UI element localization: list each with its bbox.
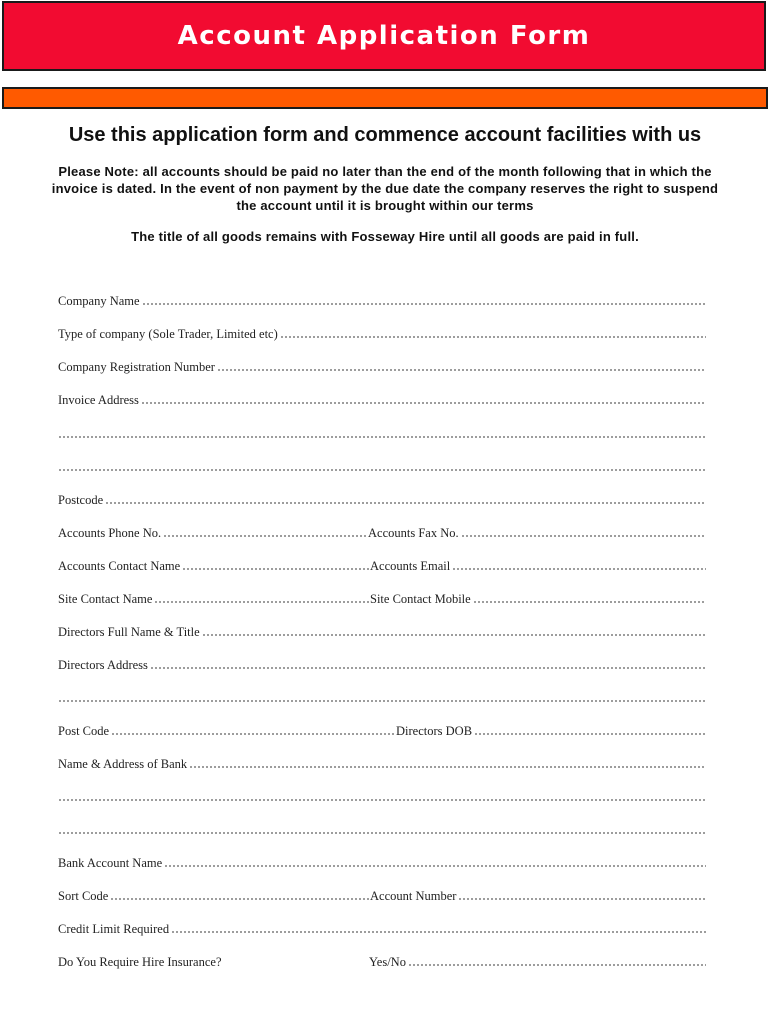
hire-insurance-question: [58, 955, 369, 970]
bank-account-name-label: Bank Account Name: [58, 856, 163, 870]
directors-dob-field[interactable]: [396, 724, 706, 739]
hire-insurance-row: [58, 952, 706, 970]
site-mobile-line[interactable]: [473, 600, 706, 604]
bank-account-name-line[interactable]: [164, 864, 706, 868]
accounts-phone-label: Accounts Phone No.: [58, 526, 162, 540]
invoice-address-line[interactable]: [141, 401, 706, 405]
company-reg-line[interactable]: [217, 368, 706, 372]
sort-code-field[interactable]: [58, 889, 370, 904]
accounts-contact-label: Accounts Contact Name: [58, 559, 181, 573]
accounts-email-line[interactable]: [452, 567, 706, 571]
accounts-email-field[interactable]: [370, 559, 706, 574]
accounts-contact-field[interactable]: [58, 559, 370, 574]
form-title: Account Application Form: [177, 21, 591, 51]
account-number-line[interactable]: [458, 897, 706, 901]
blank-line[interactable]: [58, 798, 706, 802]
account-number-field[interactable]: [370, 889, 706, 904]
bank-name-address-field[interactable]: [58, 754, 706, 772]
title-banner: [2, 1, 766, 71]
account-number-label: Account Number: [370, 889, 457, 903]
accounts-fax-label: Accounts Fax No.: [368, 526, 459, 540]
invoice-address-label: Invoice Address: [58, 393, 139, 407]
sort-code-account-row: [58, 886, 706, 904]
company-type-line[interactable]: [280, 335, 706, 339]
site-mobile-field[interactable]: [370, 592, 706, 607]
company-reg-label: Company Registration Number: [58, 360, 215, 374]
hire-insurance-label: Do You Require Hire Insurance?: [58, 955, 222, 969]
directors-name-label: Directors Full Name & Title: [58, 625, 200, 639]
credit-limit-line[interactable]: [171, 930, 706, 934]
postcode-label: Postcode: [58, 493, 104, 507]
blank-line[interactable]: [58, 468, 706, 472]
directors-name-field[interactable]: [58, 622, 706, 640]
blank-line[interactable]: [58, 699, 706, 703]
directors-address-field[interactable]: [58, 655, 706, 673]
company-name-label: Company Name: [58, 294, 140, 308]
company-name-field[interactable]: [58, 291, 706, 309]
directors-address-label: Directors Address: [58, 658, 148, 672]
directors-address-line-2[interactable]: [58, 688, 706, 706]
invoice-address-field[interactable]: [58, 390, 706, 408]
site-contact-line[interactable]: [154, 600, 370, 604]
sort-code-line[interactable]: [110, 897, 370, 901]
sort-code-label: Sort Code: [58, 889, 109, 903]
title-of-goods-note: The title of all goods remains with Fosseway Hire until all goods are paid in full.: [131, 229, 639, 244]
bank-name-address-line[interactable]: [189, 765, 706, 769]
company-type-label: Type of company (Sole Trader, Limited etc): [58, 327, 278, 341]
post-code-field[interactable]: [58, 724, 396, 739]
accounts-phone-field[interactable]: [58, 526, 368, 541]
site-contact-row: [58, 589, 706, 607]
post-code-label: Post Code: [58, 724, 110, 738]
site-contact-field[interactable]: [58, 592, 370, 607]
postcode-field[interactable]: [58, 490, 706, 508]
site-contact-label: Site Contact Name: [58, 592, 153, 606]
bank-address-line-2[interactable]: [58, 787, 706, 805]
accounts-phone-line[interactable]: [163, 534, 368, 538]
accent-bar: [2, 87, 768, 109]
blank-line[interactable]: [58, 435, 706, 439]
yes-no-line[interactable]: [408, 963, 706, 967]
accounts-email-label: Accounts Email: [370, 559, 451, 573]
directors-dob-line[interactable]: [474, 732, 706, 736]
yes-no-label: Yes/No: [369, 955, 406, 969]
invoice-address-line-2[interactable]: [58, 424, 706, 442]
blank-line[interactable]: [58, 831, 706, 835]
post-code-dob-row: [58, 721, 706, 739]
accounts-fax-field[interactable]: [368, 526, 706, 541]
company-reg-field[interactable]: [58, 357, 706, 375]
bank-address-line-3[interactable]: [58, 820, 706, 838]
credit-limit-label: Credit Limit Required: [58, 922, 170, 936]
bank-account-name-field[interactable]: [58, 853, 706, 871]
company-type-field[interactable]: [58, 324, 706, 342]
intro-heading: Use this application form and commence account facilities with us: [68, 124, 702, 146]
accounts-contact-row: [58, 556, 706, 574]
site-mobile-label: Site Contact Mobile: [370, 592, 471, 606]
directors-address-line[interactable]: [150, 666, 706, 670]
directors-name-line[interactable]: [202, 633, 706, 637]
payment-note: Please Note: all accounts should be paid no later than the end of the month following that in which the invoice is dated. In the event of non payment by the due date the company reserves the right to suspend the account until it is brought within our terms: [51, 164, 719, 213]
company-name-line[interactable]: [142, 302, 706, 306]
accounts-contact-line[interactable]: [182, 567, 370, 571]
post-code-line[interactable]: [111, 732, 396, 736]
directors-dob-label: Directors DOB: [396, 724, 473, 738]
yes-no-field[interactable]: [369, 955, 706, 970]
postcode-line[interactable]: [105, 501, 706, 505]
invoice-address-line-3[interactable]: [58, 457, 706, 475]
accounts-phone-fax-row: [58, 523, 706, 541]
credit-limit-field[interactable]: [58, 919, 706, 937]
accounts-fax-line[interactable]: [461, 534, 706, 538]
bank-name-address-label: Name & Address of Bank: [58, 757, 188, 771]
